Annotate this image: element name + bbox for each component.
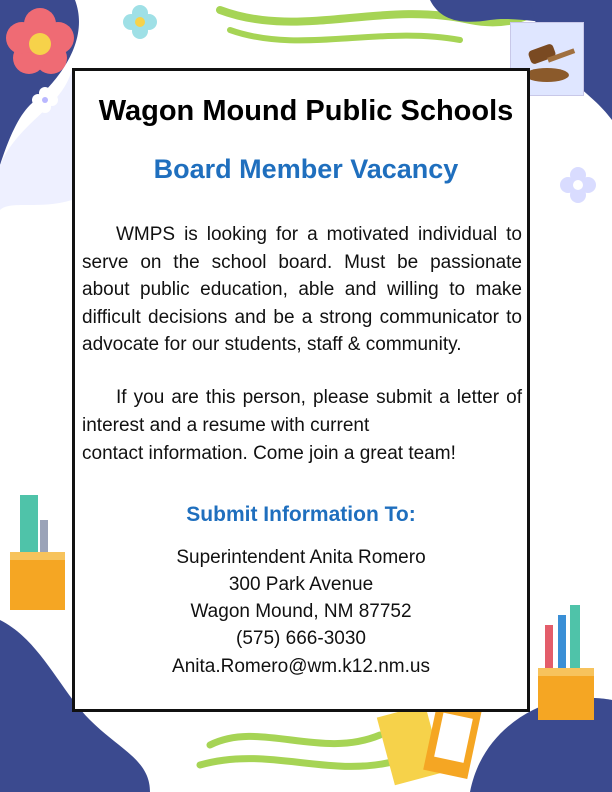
contact-phone: (575) 666-3030 [236,628,366,649]
contact-city: Wagon Mound, NM 87752 [190,601,412,622]
instructions-paragraph-end: contact information. Come join a great team! [82,443,456,464]
description-paragraph: WMPS is looking for a motivated individual to serve on the school board. Must be passionate about public education, able and willing to make difficult decisions and be a strong communicator to advocate for our students, staff & community. [82,224,522,355]
contact-street: 300 Park Avenue [228,574,374,595]
contact-name: Superintendent Anita Romero [176,547,426,568]
submit-heading: Submit Information To: [186,503,416,526]
page-title: Wagon Mound Public Schools [98,95,514,127]
flower-icon-teal [123,5,157,39]
instructions-paragraph: If you are this person, please submit a letter of interest and a resume with current [82,387,522,436]
contact-email[interactable]: Anita.Romero@wm.k12.nm.us [172,656,430,677]
notebook-icon [377,701,482,785]
lime-swirl-bottom [210,735,380,745]
vacancy-subtitle: Board Member Vacancy [153,154,459,184]
